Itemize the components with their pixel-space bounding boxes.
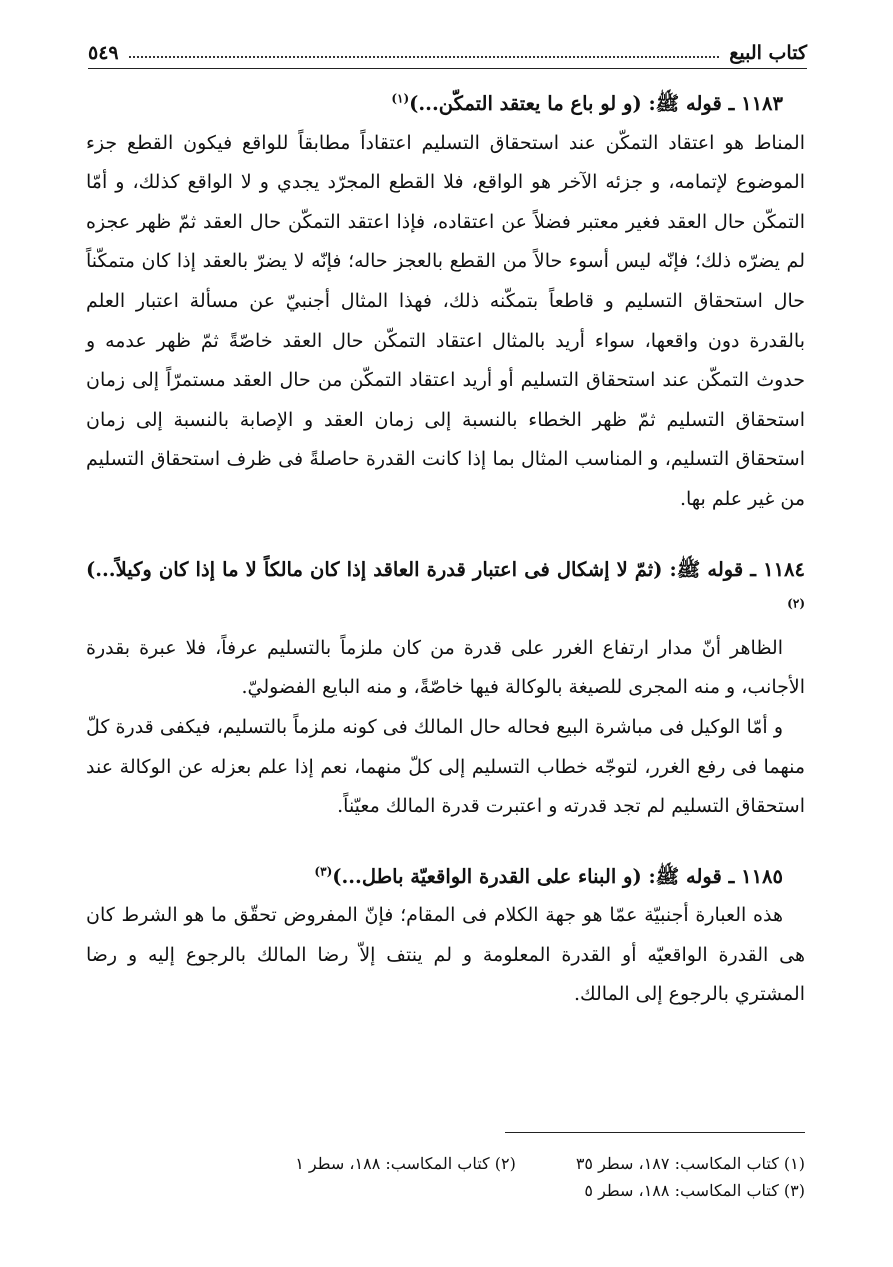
footnotes [120, 1150, 805, 1204]
footnote-ref: (١) [391, 91, 410, 106]
page-body [86, 84, 805, 1045]
paragraph: المناط هو اعتقاد التمكّن عند استحقاق التسليم اعتقاداً مطابقاً للواقع فيكون القطع جزء الموضوع لإتمامه، و جزئه الآخر هو الواقع، فلا القطع المجرّد يجدي و لا الواقع كذلك، و أمّا التمكّن حال العقد فغير معتبر فضلاً عن اعتقاده، فإذا اعتقد التمكّن حال العقد ثمّ ظهر عجزه لم يضرّه ذلك؛ فإنّه ليس أسوء حالاً من القطع بالعجز حاله؛ فإنّه لا يضرّ بالعقد إذا كان متمكّناً حال استحقاق التسليم و قاطعاً بتمكّنه ذلك، فهذا المثال أجنبيّ عن مسألة اعتبار العلم بالقدرة دون واقعها، سواء أريد بالمثال اعتقاد التمكّن حال العقد خاصّةً ثمّ ظهر عدمه و حدوث التمكّن عند استحقاق التسليم أو أريد اعتقاد التمكّن من حال العقد مستمرّاً إلى زمان استحقاق التسليم ثمّ ظهر الخطاء بالنسبة إلى زمان العقد و الإصابة بالنسبة إلى زمان استحقاق التسليم، و المناسب المثال بما إذا كانت القدرة حاصلةً فى ظرف استحقاق التسليم من غير علم بها. [86, 131, 806, 510]
footnote-separator [505, 1132, 805, 1133]
footnote-1: (١) كتاب المكاسب: ١٨٧، سطر ٣٥ [575, 1154, 805, 1173]
footnote-row [120, 1150, 805, 1177]
section-1185 [86, 857, 805, 1015]
running-header [88, 28, 807, 69]
section-heading: ١١٨٣ ـ قوله ﷺ: (و لو باع ما يعتقد التمكّن...)$^{(١)}$ [391, 91, 783, 115]
page-number: ٥٤٩ [88, 42, 119, 64]
section-heading: ١١٨٤ ـ قوله ﷺ: (ثمّ لا إشكال فى اعتبار قدرة العاقد إذا كان مالكاً لا ما إذا كان وكيلاً...)$^{(٢)}$ [86, 557, 805, 611]
book-title: كتاب البيع [729, 42, 807, 64]
paragraph: هذه العبارة أجنبيّة عمّا هو جهة الكلام فى المقام؛ فإنّ المفروض تحقّق ما هو الشرط كان هى القدرة الواقعيّه أو القدرة المعلومة و لم ينتف إلاّ رضا المالك بالرجوع إليه و رضا المشتري بالرجوع إلى المالك. [86, 904, 805, 1006]
footnote-2: (٢) كتاب المكاسب: ١٨٨، سطر ١ [295, 1154, 516, 1173]
footnote-row [120, 1177, 805, 1204]
header-leader-dots [129, 56, 720, 58]
paragraph: و أمّا الوكيل فى مباشرة البيع فحاله حال المالك فى كونه ملزماً بالتسليم، فيكفى قدرة كلّ منهما فى رفع الغرر، لتوجّه خطاب التسليم إلى كلّ منهما، نعم إذا علم بعزله عن الوكالة عند استحقاق التسليم لم تجد قدرته و اعتبرت قدرة المالك معيّناً. [86, 715, 805, 818]
footnote-3: (٣) كتاب المكاسب: ١٨٨، سطر ٥ [584, 1181, 805, 1200]
section-1184 [86, 550, 805, 827]
section-heading: ١١٨٥ ـ قوله ﷺ: (و البناء على القدرة الواقعيّة باطل...)$^{(٣)}$ [314, 864, 783, 888]
section-1183 [86, 84, 805, 520]
paragraph: الظاهر أنّ مدار ارتفاع الغرر على قدرة من كان ملزماً بالتسليم عرفاً، فلا عبرة بقدرة الأجانب، و منه المجرى للصيغة بالوكالة فيها خاصّةً، و منه البايع الفضوليّ. [86, 636, 805, 699]
footnote-ref: (٣) [314, 864, 333, 879]
footnote-ref: (٢) [787, 596, 805, 611]
